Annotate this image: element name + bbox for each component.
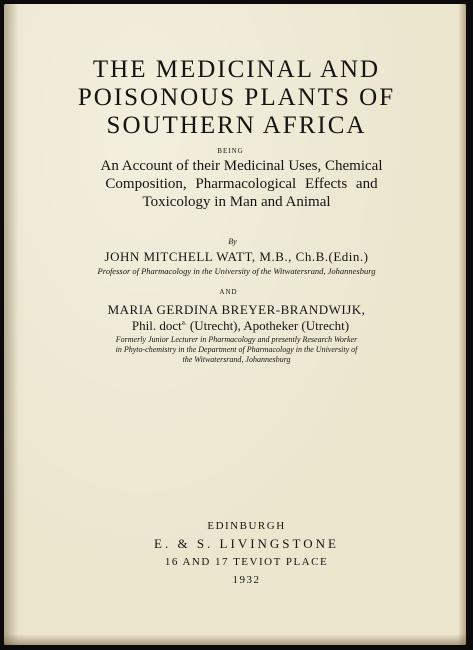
title-line-1: THE MEDICINAL AND	[92, 56, 381, 83]
author-2-formerly-line-3: the Witwatersrand, Johannesburg	[182, 355, 291, 364]
publication-year: 1932	[232, 574, 261, 586]
degree-superscript: a.	[181, 318, 187, 327]
and-label: AND	[219, 288, 238, 296]
publisher-address: 16 AND 17 TEVIOT PLACE	[164, 556, 329, 568]
author-2-degrees	[4, 318, 473, 334]
by-label: By	[228, 237, 237, 246]
author-2-formerly-line-2: in Phyto-chemistry in the Department of Pharmacology in the University of	[115, 345, 358, 354]
subtitle-line-2: Composition, Pharmacological Effects and	[105, 176, 378, 192]
author-1-name: JOHN MITCHELL WATT, M.B., Ch.B.(Edin.)	[104, 249, 369, 264]
subtitle-line-3: Toxicology in Man and Animal	[142, 194, 331, 210]
author-2-formerly-line-1: Formerly Junior Lecturer in Pharmacology and presently Research Worker	[115, 335, 358, 344]
author-2-name: MARIA GERDINA BREYER-BRANDWIJK,	[107, 302, 366, 317]
publisher-city: EDINBURGH	[207, 520, 286, 532]
publisher-name: E. & S. LIVINGSTONE	[154, 536, 339, 551]
page-edge-bottom	[4, 634, 466, 645]
degree-prefix: Phil. doct	[131, 318, 182, 333]
degree-suffix: (Utrecht), Apotheker (Utrecht)	[186, 318, 350, 333]
being-label: BEING	[217, 147, 244, 155]
subtitle-line-1: An Account of their Medicinal Uses, Chemical	[100, 158, 383, 174]
title-line-3: SOUTHERN AFRICA	[106, 112, 367, 139]
author-1-affiliation: Professor of Pharmacology in the University of the Witwatersrand, Johannesburg	[97, 266, 376, 276]
title-line-2: POISONOUS PLANTS OF	[77, 84, 396, 111]
